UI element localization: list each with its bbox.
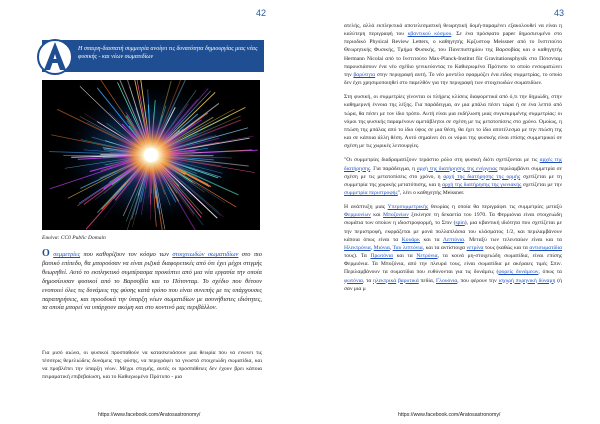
page-number: 43 [554,8,565,18]
link-elementary-particles[interactable]: στοιχειωδών σωματιδίων [172,251,239,258]
paragraph-2: Στη φυσική, οι συμμετρίες γίνονται οι πλήρεις κλίσεις διαφορετικά από ό,τι την δημιώδη, στην καθημερινή έννοια της λέξης. Για παράδειγμα, αν μια μπάλα πέσει τώρα ή σε ένα λεπτό από τώρα, θα πέσει με τον ίδιο τρόπο. Αυτή είναι μια εκδήλωση μιας συγκεκριμένης συμμετρίας: οι νόμοι της φυσικής παραμένουν αμετάβλητοι σε σχέση με τις μετατοπίσεις στο χρόνο. Ομοίως, η πτώση της μπάλας από το ίδιο ύψος σε μια θέση, θα έχει το ίδιο αποτέλεσμα με την πτώση της και σε κάποια άλλη θέση. Αυτό σημαίνει ότι οι νόμοι της φυσικής είναι επίσης συμμετρικοί σε σχέση με τις χωρικές λειτουργίες. [344,94,562,150]
link-protons[interactable]: Πρωτόνια [370,253,393,260]
link-leptons[interactable]: Λεπτόνια [442,236,465,243]
link-energy-conservation[interactable]: αρχή της διατήρησης της ενέργειας [416,165,498,172]
photo-caption: Εικόνα: CC0 Public Domain [42,235,106,241]
link-antiparticles[interactable]: αντισωματίδια [529,244,563,251]
link-fermions[interactable]: Φερμιονίων [344,212,371,219]
paragraph-1: ατελής, αλλά εκπληκτικά αποτελεσματική θεωρητική δομή-παραμένει εξακολουθεί να είναι η καλύτερη περιγραφή του κβαντικού κόσμου. Σε ένα πρόσφατο paper δημοσιευμένο στο περιοδικό Physical Review Letters, ο καθηγητής Κρζυστοφ Meissner από το Ινστιτούτο Θεωρητικής Φυσικής, Τμήμα Φυσικής, του Πανεπιστημίου της Βαρσοβίας και ο καθηγητής Hermann Nicolai από το Ινστιτούτο Max-Planck-Institut für Gravitationsphysik στο Πότσνταμ παρουσιάσουν ένα νέο σχέδιο γενικεύοντας το Καθιερωμένο Πρότυπο το οποίο ενσωματώνει την βαρύτητα στην περιγραφή αυτή. Το νέο μοντέλο εφαρμόζει ένα είδος συμμετρίας, το οποίο δεν έχει χρησιμοποιηθεί στο παρελθόν για την περιγραφή των στοιχειωδών σωματιδίων. [344,23,563,87]
link-photons[interactable]: φωτόνια [344,277,363,284]
link-quantum-world[interactable]: κβαντικού κόσμου [407,31,452,38]
paragraph-4: Η ανάπτυξη μιας Υπερσυμμετρικής θεωρίας η οποία θα περιγράφει τις συμμετρίες μεταξύ Φερμιονίων και Μποζονίων ξεκίνησε τη δεκαετία του 1970. Τα Φερμιόνια είναι στοιχειώδη σωμάτια των οποίων η ιδιοστροφορμή, το Σπιν (spin), μια κβαντική ιδιότητα που σχετίζεται με την περιστροφή, εκφράζεται με μονά πολλαπλάσια του κλάσματος 1/2, και περιλαμβάνουν κάποια όπως είναι τα Κουάρκ και τα Λεπτόνια. Μεταξύ των τελευταίων είναι και τα Ηλεκτρόνια, Μιόνια, Ταυ λεπτόνια, και τα αντίστοιχα νετρίνα τους (καθώς και τα αντισωματίδια τους). Τα Πρωτόνια και τα Νετρόνια, τα κοινά μη-στοιχειώδη σωματίδια, είναι επίσης Φερμιόνια. Τα Μποζόνια, από την πλευρά τους, είναι σωματίδια με ακέραιες τιμές Σπιν. Περιλαμβάνουν τα σωματίδια που ευθύνονται για τις δυνάμεις (φορείς δυνάμεων, όπως τα φωτόνια, τα ηλεκτρικά βαρυτικά πεδία, Γλουόνια, που φέρουν την ισχυρή πυρηνική δύναμη (ή σαν μια μ [344,204,563,292]
footer-url: https://www.facebook.com/Aratosastronomy/ [398,412,501,418]
link-tau-leptons[interactable]: Ταυ λεπτόνια [392,244,423,251]
link-momentum-conservation[interactable]: αρχή της διατήρησης της ορμής [443,173,521,180]
link-supersymmetry[interactable]: Υπερσυμμετρικής [387,204,429,211]
link-quarks[interactable]: Κουάρκ [401,236,420,243]
link-gravity[interactable]: βαρύτητα [353,71,376,78]
banner-headline: Η σπαιρη-διαστατή συμμετρία ανοίγει τις δυνατότητα δημιουργίας μιας νέας φυσικής - και νέων σωματιδίων [78,46,258,60]
link-gravitational[interactable]: βαρυτικά [397,277,419,284]
right-page [300,0,600,424]
link-conservation-laws[interactable]: αρχές της διατήρησης [344,157,562,172]
link-force-carriers[interactable]: φορείς δυνάμεων [498,269,539,276]
link-neutrinos[interactable]: νετρίνα [466,244,484,251]
page-number: 42 [256,8,267,18]
link-symmetries[interactable]: σεμμετρίες [53,251,81,258]
intro-paragraph: Ο σεμμετρίες που καθορίζουν τον κόσμο των στοιχειωδών σωματιδίων στο πιο βασικό επίπεδο, θα μπορούσαν να είναι ριζικά διαφορετικές από ότι έχει μέχρι στιγμής θεωρηθεί. Αυτό το εκπληκτικό συμπέρασμα προκύπτει από μια νέα εργασία την οποία δημοσίευσαν φυσικοί από το Βαρσοβία και το Πότσνταμ. Το σχέδιο που θέτουν ενοποιεί όλες τις δυνάμεις της φύσης κατά τρόπο που είναι συνεπής με τις υπάρχουσες παρατηρήσεις, και προοδοκά την ύπαρξη νέων σωματιδίων με ασυνήθιστες ιδιότητες, τα οποία μπορεί να υπάρχουν ακόμη και στο κοντινό μας περιβάλλον. [42,248,262,312]
link-spin[interactable]: spin [455,220,465,227]
footer-url: https://www.facebook.com/Aratosastronomy/ [98,412,201,418]
link-electric[interactable]: ηλεκτρικά [373,277,397,284]
link-rotational-symmetry[interactable]: συμμετρία περιστροφής [344,189,398,196]
particle-burst-image [42,80,260,230]
link-neutrons[interactable]: Νετρόνια [416,253,438,260]
letter-a-logo-icon [36,34,74,80]
drop-cap: Ο [42,248,50,259]
article-column [344,22,562,299]
link-angular-momentum[interactable]: αρχή της διατήρησης της γωνιακής [442,181,522,188]
article-banner [42,40,264,72]
link-electrons[interactable]: Ηλεκτρόνια [344,244,371,251]
link-muons[interactable]: Μιόνια [373,244,390,251]
link-gluons[interactable]: Γλουόνια [436,277,458,284]
particle-burst-photo [42,80,260,230]
link-strong-force[interactable]: ισχυρή πυρηνική δύναμη [498,277,556,284]
paragraph-3: "Οι συμμετρίες διαδραματίζουν τεράστιο ρόλο στη φυσική διότι σχετίζονται με τις αρχές της διατήρησης. Για παράδειγμα, η αρχή της διατήρησης της ενέργειας περιλαμβάνει συμμετρία σε σχέση με τις μετατοπίσεις στο χρόνο, η αρχή της διατήρησης της ορμής σχετίζεται με τη συμμετρία της χωρικής μετατόπισης, και η αρχή της διατήρησης της γωνιακής σχετίζεται με την συμμετρία περιστροφής", λέει ο καθηγητής Meissner. [344,157,562,196]
body-paragraph: Για μισό αιώνα, οι φυσικοί προσπαθούν να κατασκευάσουν μια θεωρία που να ενωνει τις τέσσερις θεμελιώδεις δυνάμεις της φύσης, να περιγράφει τα γνωστά στοιχειώδη σωματίδια, και να προβλέπει την ύπαρξη νέων. Μέχρι στιγμής, αυτές οι προσπάθειες δεν έχουν βρει κάποια πειραματική επιβεβαίωση, και το Καθιερωμένο Πρότυπο - μια [42,350,262,381]
link-bosons[interactable]: Μποζονίων [383,212,409,219]
